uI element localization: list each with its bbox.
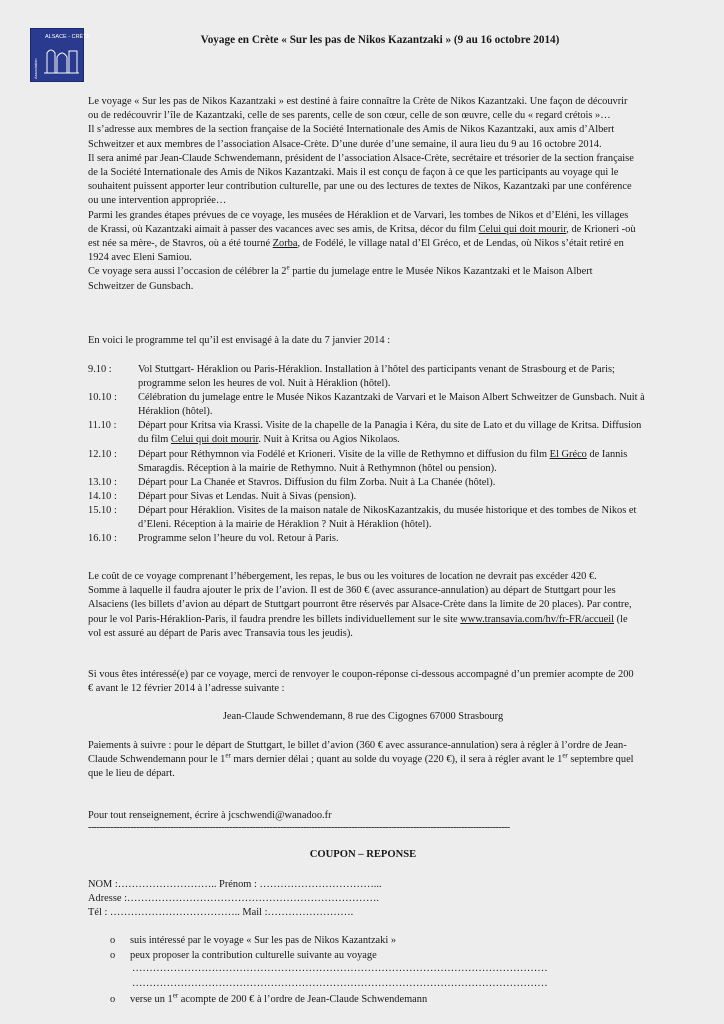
cost-section (88, 570, 638, 641)
programme-row: 10.10 : Célébration du jumelage entre le Musée Nikos Kazantzaki de Varvari et le Maison Albert Schweitzer de Gunsbach. Nuit à Héraklion (hôtel). (88, 392, 645, 418)
flight-paragraph: Somme à laquelle il faudra ajouter le prix de l’avion. Il est de 360 € (avec assurance-annulation) au départ de Stuttgart pour les Alsaciens (les billets d’avion au départ de Stuttgart pourront être réservés par Alsace-Crète dans la limite de 20 places). Par contre, pour le vol Paris-Héraklion-Paris, il faudra prendre les billets individuellement sur le site www.transavia.com/hv/fr-FR/accueil (le vol est assuré au départ de Paris avec Transavia tous les jeudis). (88, 585, 632, 639)
contribution-line[interactable]: ………………………………………………………………………………………………………… (132, 978, 548, 989)
intro-paragraph-3: Il sera animé par Jean-Claude Schwendemann, président de l’association Alsace-Crète, secrétaire et trésorier de la section française de la Société Internationale des Amis de Nikos Kazantzaki. Mais il est conçu de façon à ce que les participants au voyage qui le souhaitent puissent apporter leur contribution culturelle, par une ou des lectures de textes de Nikos, Kazantzaki par une conférence ou une intervention appropriée… (88, 152, 634, 207)
page-title: Voyage en Crète « Sur les pas de Nikos Kazantzaki » (9 au 16 octobre 2014) (200, 34, 560, 46)
film-title: Celui qui doit mourir (170, 434, 259, 446)
svg-text:Association: Association (33, 58, 38, 79)
checkbox-icon[interactable]: o (110, 994, 116, 1005)
association-logo (30, 28, 91, 82)
svg-text:ALSACE - CRÈTE: ALSACE - CRÈTE (45, 34, 91, 40)
programme-row: 15.10 : Départ pour Héraklion. Visites de la maison natale de NikosKazantzakis, du musée historique et des tombes de Nikos et d’Eleni. Réception à la mairie de Héraklion ? Nuit à Héraklion (hôtel). (88, 504, 637, 531)
programme-row: 14.10 : Départ pour Sivas et Lendas. Nuit à Sivas (pension). (88, 490, 357, 502)
intro-text (88, 95, 638, 294)
transavia-link[interactable]: www.transavia.com/hv/fr-FR/accueil (460, 613, 615, 625)
contribution-line[interactable]: ………………………………………………………………………………………………………… (132, 963, 548, 974)
interest-paragraph: Si vous êtes intéressé(e) par ce voyage, merci de renvoyer le coupon-réponse ci-dessous accompagné d’un premier acompte de 200 € avant le 12 février 2014 à l’adresse suivante : (88, 669, 634, 695)
programme-row: 11.10 : Départ pour Kritsa via Krassi. Visite de la chapelle de la Panagia i Kéra, du site de Lato et du village de Kritsa. Diffusion du film Celui qui doit mourir. Nuit à Kritsa ou Agios Nikolaos. (88, 420, 642, 446)
option-deposit[interactable]: o verse un 1er acompte de 200 € à l’ordre de Jean-Claude Schwendemann (110, 991, 428, 1005)
film-title: El Gréco (549, 448, 587, 460)
film-title: Celui qui doit mourir (478, 223, 567, 235)
intro-paragraph-1: Le voyage « Sur les pas de Nikos Kazantzaki » est destiné à faire connaître la Crète de Nikos Kazantzaki. Une façon de découvrir ou de redécouvrir l’île de Kazantzaki, celle de ses parents, celle de son cœur, celle de son œuvre, celle du « regard crétois »… (88, 96, 628, 122)
address-field[interactable]: Adresse :………………………………………………………………. (88, 893, 379, 904)
jumelage-paragraph: Ce voyage sera aussi l’occasion de célébrer la 2e partie du jumelage entre le Musée Nikos Kazantzaki et le Maison Albert Schweitzer de Gunsbach. (88, 263, 593, 292)
cut-line-divider: ----------------------------------------------------------------------------------------------------------------------------------------------------- (88, 822, 510, 833)
cost-paragraph: Le coût de ce voyage comprenant l’hébergement, les repas, le bus ou les voitures de location ne devrait pas excéder 420 €. (88, 571, 597, 582)
checkbox-icon[interactable]: o (110, 950, 116, 961)
checkbox-icon[interactable]: o (110, 935, 116, 946)
programme-row: 12.10 : Départ pour Réthymnon via Fodélé et Krioneri. Visite de la ville de Rethymno et diffusion du film El Gréco de Iannis Smaragdis. Réception à la mairie de Rethymno. Nuit à Rethymnon (hôtel ou pension). (88, 448, 628, 474)
programme-list (88, 363, 648, 546)
etapes-paragraph: Parmi les grandes étapes prévues de ce voyage, les musées de Héraklion et de Varvari, les tombes de Nikos et d’Eléni, les villages de Krassi, où Kazantzaki aimait à passer des vacances avec ses amis, de Kritsa, décor du film Celui qui doit mourir, de Krioneri -où est née sa mère-, de Stavros, où a été tourné Zorba, de Fodélé, le village natal d’El Gréco, et de Lendas, où Nikos s’était retiré en 1924 avec Eleni Samiou. (88, 209, 636, 264)
film-title: Zorba (272, 238, 298, 250)
intro-paragraph-2: Il s’adresse aux membres de la section française de la Société Internationale des Amis de Nikos Kazantzaki, aux amis d’Albert Schweitzer et aux membres de l’association Alsace-Crète. D’une durée d’une semaine, il aura lieu du 9 au 16 octobre 2014. (88, 124, 615, 150)
programme-row: 13.10 : Départ pour La Chanée et Stavros. Diffusion du film Zorba. Nuit à La Chanée (hôtel). (88, 476, 496, 488)
payments-paragraph: Paiements à suivre : pour le départ de Stuttgart, le billet d’avion (360 € avec assurance-annulation) sera à régler à l’ordre de Jean-Claude Schwendemann pour le 1er mars dernier délai ; quant au solde du voyage (220 €), il sera à régler avant le 1er septembre quel que le lieu de départ. (88, 740, 634, 780)
coupon-title: COUPON – REPONSE (309, 849, 417, 860)
name-field[interactable]: NOM :……………………….. Prénom : ……………………………... (88, 879, 382, 890)
phone-mail-field[interactable]: Tél : ……………………………….. Mail :……………………. (88, 907, 354, 918)
option-interested[interactable]: o suis intéressé par le voyage « Sur les pas de Nikos Kazantzaki » (110, 935, 397, 946)
programme-row: 9.10 : Vol Stuttgart- Héraklion ou Paris-Héraklion. Installation à l’hôtel des participants venant de Strasbourg et de Paris; programme selon les heures de vol. Nuit à Héraklion (hôtel). (88, 364, 615, 390)
postal-address: Jean-Claude Schwendemann, 8 rue des Cigognes 67000 Strasbourg (222, 711, 504, 722)
option-contribution[interactable]: o peux proposer la contribution culturelle suivante au voyage (110, 950, 377, 961)
contact-line: Pour tout renseignement, écrire à jcschwendi@wanadoo.fr (88, 810, 332, 821)
programme-row: 16.10 : Programme selon l’heure du vol. Retour à Paris. (88, 533, 339, 545)
programme-intro: En voici le programme tel qu’il est envisagé à la date du 7 janvier 2014 : (88, 335, 391, 346)
